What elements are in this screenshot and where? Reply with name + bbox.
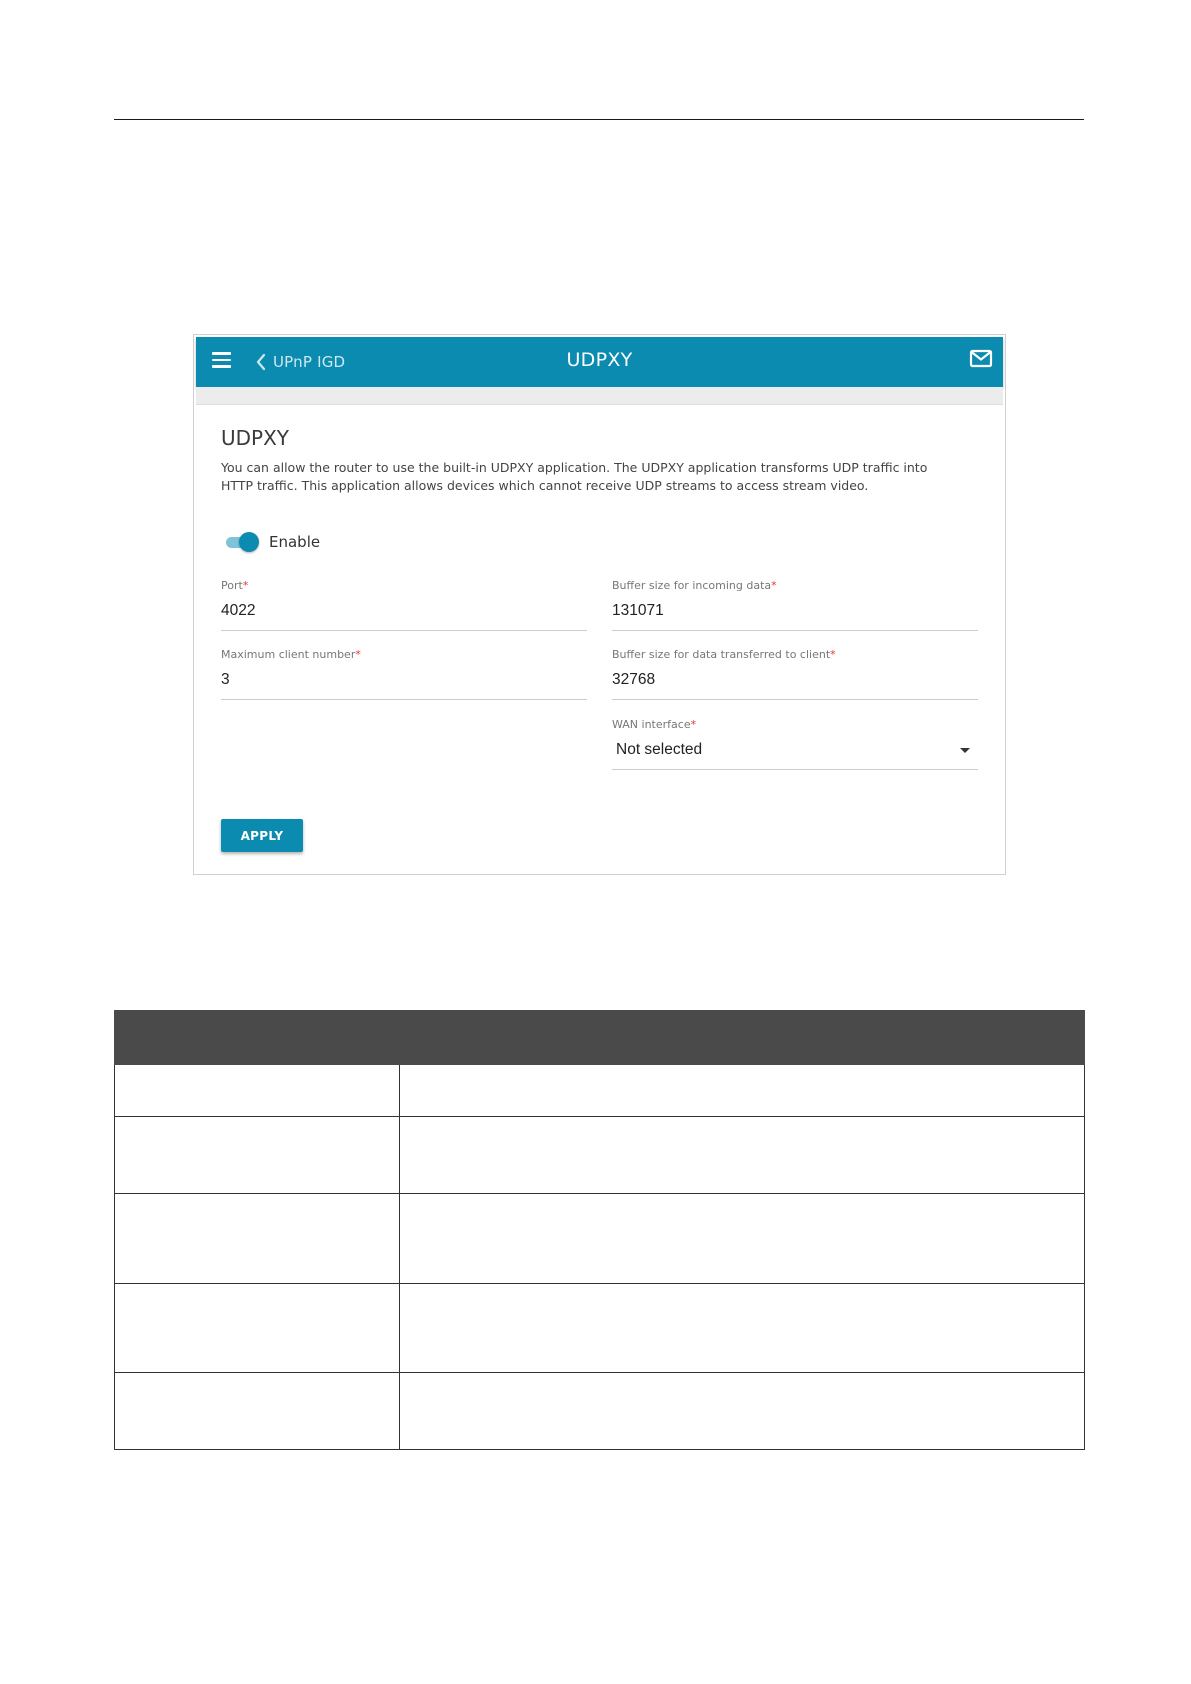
toggle-knob	[239, 532, 259, 552]
table-row	[115, 1373, 1085, 1450]
enable-toggle[interactable]	[224, 531, 260, 553]
table-header-cell	[400, 1011, 1085, 1065]
buffer-client-field	[612, 648, 978, 700]
table-cell	[115, 1065, 400, 1117]
table-header-row	[115, 1011, 1085, 1065]
parameters-table	[114, 1010, 1085, 1450]
table-cell	[400, 1373, 1085, 1450]
table-header-cell	[115, 1011, 400, 1065]
router-ui-screenshot	[193, 334, 1006, 875]
table-cell	[115, 1373, 400, 1450]
buffer-incoming-field	[612, 579, 978, 631]
table-cell	[400, 1194, 1085, 1284]
table-cell	[400, 1284, 1085, 1373]
table-row	[115, 1284, 1085, 1373]
top-app-bar	[196, 337, 1003, 387]
max-clients-label: Maximum client number*	[221, 648, 361, 661]
port-input[interactable]	[221, 599, 587, 623]
wan-interface-label: WAN interface*	[612, 718, 697, 731]
page-header-rule	[114, 119, 1084, 120]
wan-interface-select[interactable]	[612, 718, 978, 770]
max-clients-field	[221, 648, 587, 700]
apply-button[interactable]: APPLY	[221, 819, 303, 852]
port-label: Port*	[221, 579, 249, 592]
toolbar-shadow-strip	[196, 387, 1003, 405]
buffer-client-label: Buffer size for data transferred to client*	[612, 648, 836, 661]
table-cell	[400, 1117, 1085, 1194]
table-row	[115, 1117, 1085, 1194]
table-cell	[115, 1284, 400, 1373]
table-cell	[115, 1117, 400, 1194]
enable-toggle-label: Enable	[269, 533, 321, 551]
buffer-client-input[interactable]	[612, 668, 978, 692]
dropdown-caret-icon	[960, 748, 970, 753]
table-cell	[400, 1065, 1085, 1117]
page-title: UDPXY	[566, 349, 633, 371]
envelope-icon[interactable]	[969, 349, 993, 373]
table-row	[115, 1065, 1085, 1117]
max-clients-input[interactable]	[221, 668, 587, 692]
section-title: UDPXY	[221, 426, 290, 450]
wan-interface-value: Not selected	[616, 741, 703, 758]
table-cell	[115, 1194, 400, 1284]
table-row	[115, 1194, 1085, 1284]
port-field	[221, 579, 587, 631]
section-description: You can allow the router to use the built-in UDPXY application. The UDPXY application transforms UDP traffic into HTTP traffic. This application allows devices which cannot receive UDP streams to access stream video.	[221, 460, 928, 493]
buffer-incoming-input[interactable]	[612, 599, 978, 623]
buffer-incoming-label: Buffer size for incoming data*	[612, 579, 777, 592]
back-link-label: UPnP IGD	[273, 353, 346, 371]
